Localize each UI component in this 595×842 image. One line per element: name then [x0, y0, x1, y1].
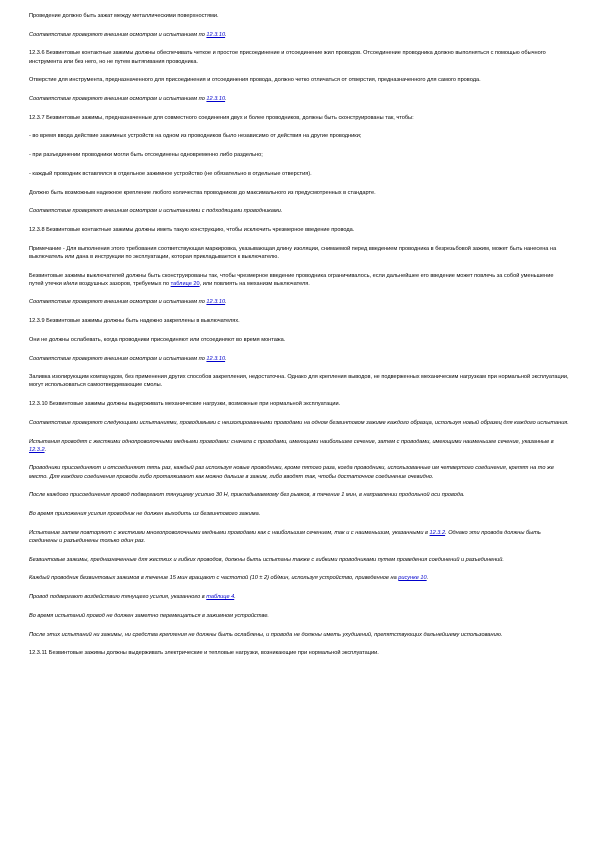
paragraph: Отверстие для инструмента, предназначенного для присоединения и отсоединения провода, должно четко отличаться от отверстия, предназначенного для самого провода. [29, 77, 481, 84]
paragraph: 12.3.10 Безвинтовые зажимы должны выдерживать механические нагрузки, возможные при нормальной эксплуатации. [29, 401, 341, 408]
paragraph: Должно быть возможным надежное крепление любого количества проводников до максимального из предусмотренных в стандарте. [29, 189, 376, 196]
paragraph: Примечание - Для выполнения этого требования соответствующая маркировка, указывающая длину изоляции, снимаемой перед введением проводника в безрезьбовой зажим, может быть нанесена на выключатель или дана в инструкции по эксплуатации, которая прикладывается к выключателю. [29, 245, 557, 260]
paragraph: Соответствие проверяют следующими испытаниями, проводимыми с неизолированными проводами на одном безвинтовом зажиме каждого образца, используя новый образец для каждого испытания. [29, 419, 569, 426]
paragraph: Проведение должно быть зажат между металлическими поверхностями. [29, 13, 219, 19]
paragraph: Во время испытаний провод не должен заметно перемещаться в зажимном устройстве. [29, 612, 269, 619]
link[interactable]: рисунке 10 [398, 575, 427, 582]
paragraph: Соответствие проверяют внешним осмотром и испытанием по 12.3.10. [29, 96, 227, 103]
link[interactable]: 12.3.10 [206, 31, 226, 38]
paragraph: Заливка изолирующим компаундом, без применения других способов закрепления, недостаточна. Однако для крепления выводов, не подверженных механическим нагрузкам при нормальной эксплуатации, могут использоваться самоотвердевающие смолы. [29, 374, 569, 389]
paragraph: Соответствие проверяют внешним осмотром и испытанием по 12.3.10. [29, 355, 227, 362]
paragraph: Соответствие проверяют внешним осмотром и испытаниями с подходящими проводниками. [29, 208, 283, 215]
paragraph: - каждый проводник вставлялся в отдельное зажимное устройство (не обязательно в отдельные отверстия). [29, 170, 312, 177]
paragraph: 12.3.8 Безвинтовые контактные зажимы должны иметь такую конструкцию, чтобы исключить чрезмерное введение провода. [29, 226, 355, 233]
paragraph: 12.3.7 Безвинтовые зажимы, предназначенные для совместного соединения двух и более проводников, должны быть сконструированы так, чтобы: [29, 114, 414, 121]
paragraph: 12.3.11 Безвинтовые зажимы должны выдерживать электрические и тепловые нагрузки, возникающие при нормальной эксплуатации. [29, 650, 379, 657]
paragraph: Испытание затем повторяют с жесткими многопроволочными медными проводами как с наибольшим сечением, так и с наименьшим, указанными в 12.3.2. Однако эти провода должны быть соединены и разъединены только один раз. [29, 529, 541, 544]
paragraph: - при разъединении проводники могли быть отсоединены одновременно либо раздельно; [29, 152, 263, 159]
paragraph: Соответствие проверяют внешним осмотром и испытанием по 12.3.10. [29, 31, 227, 38]
paragraph: Испытания проводят с жесткими однопроволочными медными проводами: сначала с проводами, имеющими наибольшее сечение, затем с проводами, имеющими наименьшее сечение, указанные в 12.3.2. [29, 438, 554, 453]
paragraph: Проводники присоединяют и отсоединяют пять раз, каждый раз используя новые проводники, кроме пятого раза, когда проводники, использованные им четвертого соединения, крепят на то же место. Для каждого соединения провода либо проталкивают как можно дальше в зажим, либо вводят так, чтобы достаточное соединение очевидно. [29, 465, 554, 480]
paragraph: После этих испытаний ни зажимы, ни средства крепления не должны быть ослаблены, и провода не должны иметь ухудшений, препятствующих дальнейшему использованию. [29, 631, 503, 638]
link[interactable]: таблице 20 [170, 280, 200, 287]
link[interactable]: 12.3.2 [429, 529, 446, 536]
paragraph: Соответствие проверяют внешним осмотром и испытанием по 12.3.10. [29, 299, 227, 306]
link[interactable]: 12.3.10 [206, 96, 226, 103]
link[interactable]: 12.3.10 [206, 355, 226, 362]
link[interactable]: таблице 4 [206, 594, 235, 601]
paragraph: 12.3.6 Безвинтовые контактные зажимы должны обеспечивать четкое и простое присоединение и отсоединение жил проводов. Отсоединение проводника должно выполняться с помощью обычного инструмента или без него, но не путем вытягивания проводника. [29, 50, 546, 65]
paragraph: Безвинтовые зажимы выключателей должны быть сконструированы так, чтобы чрезмерное введение проводника ограничивалось, если дальнейшее его введение может повлечь за собой уменьшение путей утечки и/или воздушных зазоров, требуемых по таблице 20, или повлиять на механизм выключателя. [29, 272, 554, 287]
paragraph: Провод подвергают воздействию тянущего усилия, указанного в таблице 4. [29, 594, 236, 601]
paragraph: Они не должны ослабевать, когда проводники присоединяют или отсоединяют во время монтажа. [29, 336, 286, 343]
link[interactable]: 12.3.10 [206, 299, 226, 306]
paragraph: 12.3.9 Безвинтовые зажимы должны быть надежно закреплены в выключателях. [29, 318, 240, 325]
paragraph: Во время приложения усилия проводник не должен выходить из безвинтового зажима. [29, 511, 261, 518]
paragraph: После каждого присоединения провод подвергают тянущему усилию 30 Н, прикладываемому без рывков, в течение 1 мин, в направлении продольной оси провода. [29, 492, 465, 499]
paragraph: - во время ввода действие зажимных устройств на одном из проводников было независимо от действия на другие проводники; [29, 133, 362, 140]
document-page [29, 12, 569, 668]
paragraph: Безвинтовые зажимы, предназначенные для жестких и гибких проводов, должны быть испытаны также с гибкими проводниками путем проведения соединений и разъединений. [29, 556, 504, 563]
paragraph: Каждый проводник безвинтовых зажимов в течение 15 мин вращают с частотой (10 ± 2) об/мин, используя устройство, приведенное на рисунке 10. [29, 575, 429, 582]
link[interactable]: 12.3.2 [29, 446, 45, 453]
